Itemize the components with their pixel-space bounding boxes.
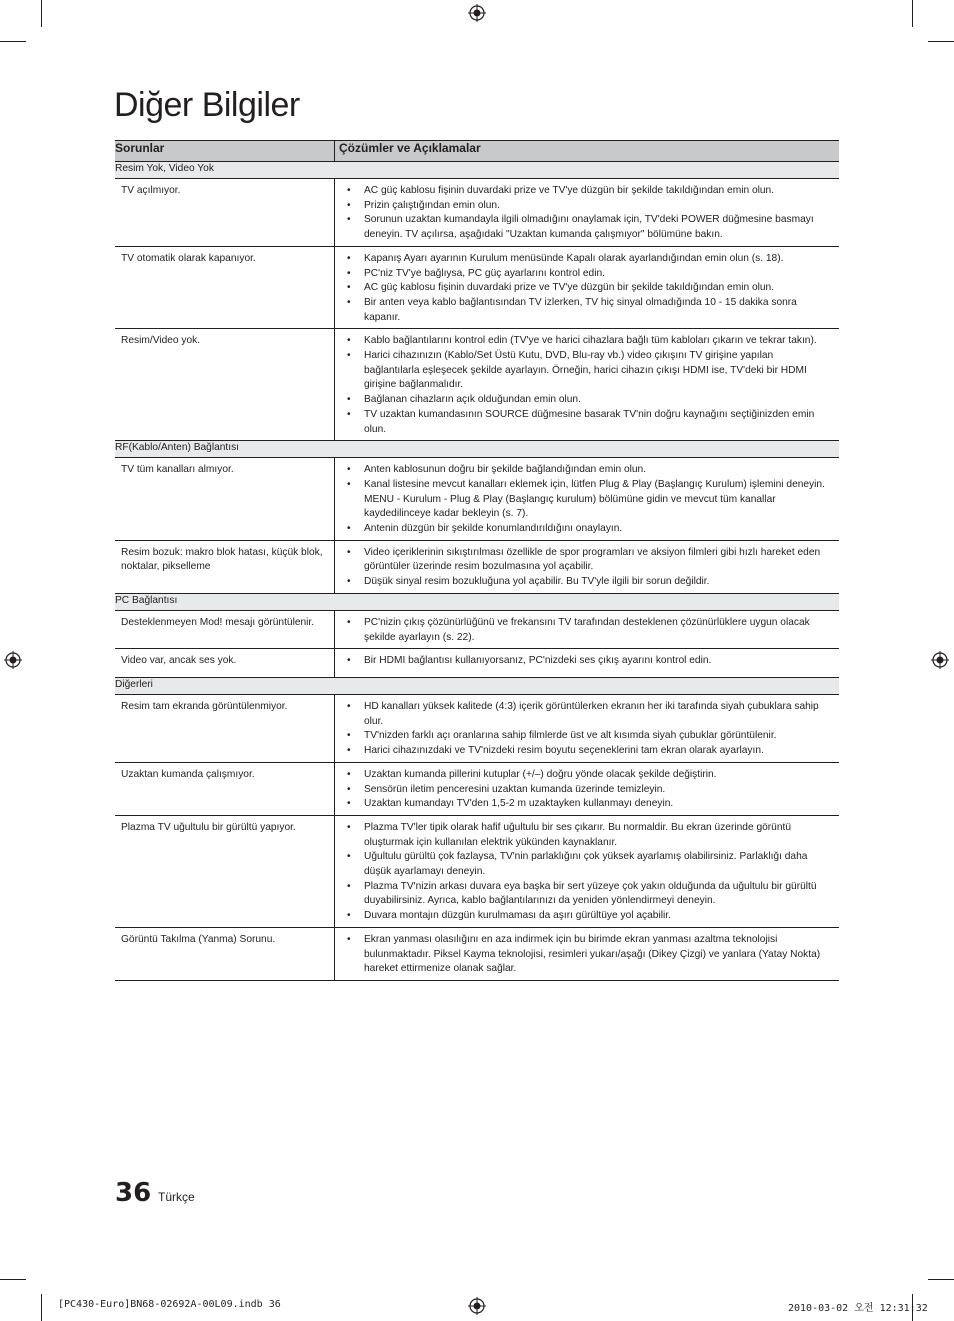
section-row bbox=[115, 593, 839, 610]
solution-list bbox=[347, 546, 831, 590]
section-row bbox=[115, 677, 839, 694]
table-row bbox=[115, 815, 839, 927]
solution-item bbox=[347, 654, 831, 669]
solution-list bbox=[347, 616, 831, 645]
solution-item bbox=[347, 783, 831, 798]
solution-cell bbox=[335, 246, 840, 329]
bullet-icon: • bbox=[347, 655, 351, 667]
solution-text: PC'nizin çıkış çözünürlüğünü ve frekansını TV tarafından desteklenen çözünürlüklere uygun olacak şekilde ayarlayın (s. 22). bbox=[364, 616, 810, 643]
solution-text: Uzaktan kumanda pillerini kutuplar (+/–) doğru yönde olacak şekilde değiştirin. bbox=[364, 768, 717, 780]
solution-text: TV uzaktan kumandasının SOURCE düğmesine basarak TV'nin doğru kaynağını seçtiğinizden emin olun. bbox=[364, 408, 815, 435]
solution-item bbox=[347, 296, 831, 325]
solution-text: Ekran yanması olasılığını en aza indirmek için bu birimde ekran yanması azaltma teknolojisi bulunmaktadır. Piksel Kayma teknolojisi, resimleri yukarı/aşağı (Dikey Çizgi) ve yanlara (Yatay Nokta) hareket ettirmenize olanak sağlar. bbox=[364, 933, 821, 975]
solution-item bbox=[347, 281, 831, 296]
solution-list bbox=[347, 654, 831, 669]
problem-cell: Uzaktan kumanda çalışmıyor. bbox=[115, 762, 335, 815]
crop-mark bbox=[0, 41, 26, 42]
section-row bbox=[115, 441, 839, 458]
bullet-icon: • bbox=[347, 851, 351, 863]
solution-list bbox=[347, 933, 831, 977]
section-title: PC Bağlantısı bbox=[115, 593, 839, 610]
solution-cell bbox=[335, 694, 840, 762]
section-title: RF(Kablo/Anten) Bağlantısı bbox=[115, 441, 839, 458]
solution-text: Harici cihazınızdaki ve TV'nizdeki resim boyutu seçeneklerini tam ekran olarak ayarlayın. bbox=[364, 745, 764, 757]
crop-mark bbox=[0, 1279, 26, 1280]
solution-text: Bir HDMI bağlantısı kullanıyorsanız, PC'nizdeki ses çıkış ayarını kontrol edin. bbox=[364, 655, 712, 667]
solution-item bbox=[347, 797, 831, 812]
solution-item bbox=[347, 334, 831, 349]
bullet-icon: • bbox=[347, 880, 351, 892]
bullet-icon: • bbox=[347, 464, 351, 476]
solution-cell bbox=[335, 610, 840, 648]
problem-cell: TV tüm kanalları almıyor. bbox=[115, 458, 335, 541]
solution-list bbox=[347, 184, 831, 243]
solution-text: Düşük sinyal resim bozukluğuna yol açabilir. Bu TV'yle ilgili bir sorun değildir. bbox=[364, 576, 710, 588]
registration-mark-icon bbox=[931, 651, 949, 669]
bullet-icon: • bbox=[347, 821, 351, 833]
solution-text: Antenin düzgün bir şekilde konumlandırıldığını onaylayın. bbox=[364, 523, 623, 535]
print-slug-file: [PC430-Euro]BN68-02692A-00L09.indb 36 bbox=[58, 1299, 281, 1310]
table-row bbox=[115, 927, 839, 980]
bullet-icon: • bbox=[347, 185, 351, 196]
solution-text: AC güç kablosu fişinin duvardaki prize ve TV'ye düzgün bir şekilde takıldığından emin olun. bbox=[364, 185, 775, 196]
problem-cell: TV açılmıyor. bbox=[115, 179, 335, 247]
table-body bbox=[115, 162, 839, 981]
solution-cell bbox=[335, 649, 840, 678]
solution-item bbox=[347, 349, 831, 393]
bullet-icon: • bbox=[347, 408, 351, 420]
bullet-icon: • bbox=[347, 700, 351, 712]
solution-text: Plazma TV'nizin arkası duvara eya başka bir sert yüzeye çok yakın olduğunda da uğultulu bir gürültü duyabilirsiniz. Ayrıca, kablo bağlantılarınızı da yeniden yönlendirmeyi deneyin. bbox=[364, 880, 817, 907]
solution-text: Video içeriklerinin sıkıştırılması özellikle de spor programları ve aksiyon filmleri gibi hızlı hareket eden görüntüler üzerinde resim bozulmasına yol açabilir. bbox=[364, 546, 821, 573]
solution-item bbox=[347, 729, 831, 744]
solution-item bbox=[347, 821, 831, 850]
bullet-icon: • bbox=[347, 616, 351, 628]
bullet-icon: • bbox=[347, 350, 351, 362]
solution-cell bbox=[335, 179, 840, 247]
bullet-icon: • bbox=[347, 768, 351, 780]
bullet-icon: • bbox=[347, 910, 351, 922]
solution-text: TV'nizden farklı açı oranlarına sahip filmlerde üst ve alt kısımda siyah çubuklar görüntülenir. bbox=[364, 730, 777, 742]
solution-item bbox=[347, 616, 831, 645]
solution-item bbox=[347, 267, 831, 282]
solution-text: Uğultulu gürültü çok fazlaysa, TV'nin parlaklığını çok yüksek ayarlamış olabilirsiniz. Parlaklığı daha düşük ayarlamayı deneyin. bbox=[364, 851, 808, 878]
solution-item bbox=[347, 213, 831, 242]
crop-mark bbox=[928, 41, 954, 42]
table-row bbox=[115, 694, 839, 762]
page-number: 36 bbox=[115, 1178, 152, 1208]
troubleshooting-table bbox=[115, 140, 839, 981]
solution-text: Sensörün iletim penceresini uzaktan kumanda üzerinde temizleyin. bbox=[364, 783, 666, 795]
crop-mark bbox=[41, 0, 42, 27]
bullet-icon: • bbox=[347, 783, 351, 795]
solution-item bbox=[347, 768, 831, 783]
solution-cell bbox=[335, 458, 840, 541]
solution-item bbox=[347, 463, 831, 478]
column-header-problems: Sorunlar bbox=[115, 141, 335, 162]
solution-item bbox=[347, 546, 831, 575]
solution-list bbox=[347, 700, 831, 759]
crop-mark bbox=[41, 1294, 42, 1321]
bullet-icon: • bbox=[347, 730, 351, 742]
problem-cell: Resim tam ekranda görüntülenmiyor. bbox=[115, 694, 335, 762]
bullet-icon: • bbox=[347, 745, 351, 757]
solution-text: Prizin çalıştığından emin olun. bbox=[364, 199, 500, 211]
solution-text: Sorunun uzaktan kumandayla ilgili olmadığını onaylamak için, TV'deki POWER düğmesine basmayı deneyin. TV açılırsa, aşağıdaki "Uzaktan kumanda çalışmıyor" bölümüne bakın. bbox=[364, 214, 814, 241]
table-row bbox=[115, 649, 839, 678]
solution-text: Uzaktan kumandayı TV'den 1,5-2 m uzaktayken kullanmayı deneyin. bbox=[364, 798, 674, 810]
bullet-icon: • bbox=[347, 214, 351, 226]
problem-cell: Plazma TV uğultulu bir gürültü yapıyor. bbox=[115, 815, 335, 927]
solution-list bbox=[347, 768, 831, 812]
bullet-icon: • bbox=[347, 267, 351, 279]
page-language: Türkçe bbox=[158, 1190, 195, 1204]
solution-item bbox=[347, 700, 831, 729]
section-row bbox=[115, 162, 839, 179]
table-row bbox=[115, 179, 839, 247]
crop-mark bbox=[928, 1279, 954, 1280]
bullet-icon: • bbox=[347, 296, 351, 308]
solution-list bbox=[347, 334, 831, 437]
solution-text: Anten kablosunun doğru bir şekilde bağlandığından emin olun. bbox=[364, 464, 647, 476]
solution-item bbox=[347, 850, 831, 879]
solution-text: AC güç kablosu fişinin duvardaki prize ve TV'ye düzgün bir şekilde takıldığından emin olun. bbox=[364, 282, 775, 294]
table-row bbox=[115, 246, 839, 329]
solution-item bbox=[347, 252, 831, 267]
solution-text: PC'niz TV'ye bağlıysa, PC güç ayarlarını kontrol edin. bbox=[364, 267, 605, 279]
bullet-icon: • bbox=[347, 335, 351, 347]
solution-item bbox=[347, 478, 831, 522]
solution-item bbox=[347, 199, 831, 214]
solution-item bbox=[347, 393, 831, 408]
problem-cell: Desteklenmeyen Mod! mesajı görüntülenir. bbox=[115, 610, 335, 648]
solution-list bbox=[347, 463, 831, 537]
solution-list bbox=[347, 821, 831, 924]
solution-item bbox=[347, 744, 831, 759]
problem-cell: Resim bozuk: makro blok hatası, küçük blok, noktalar, pikselleme bbox=[115, 540, 335, 593]
solution-text: Plazma TV'ler tipik olarak hafif uğultulu bir ses çıkarır. Bu normaldir. Bu ekran üzerinde görüntü oluşturmak için kullanılan elektrik yükünden kaynaklanır. bbox=[364, 821, 792, 848]
solution-item bbox=[347, 522, 831, 537]
problem-cell: Video var, ancak ses yok. bbox=[115, 649, 335, 678]
solution-item bbox=[347, 184, 831, 199]
solution-cell bbox=[335, 762, 840, 815]
solution-item bbox=[347, 880, 831, 909]
solution-cell bbox=[335, 540, 840, 593]
solution-text: Duvara montajın düzgün kurulmaması da aşırı gürültüye yol açabilir. bbox=[364, 910, 671, 922]
table-header-row bbox=[115, 141, 839, 162]
bullet-icon: • bbox=[347, 576, 351, 588]
problem-cell: Görüntü Takılma (Yanma) Sorunu. bbox=[115, 927, 335, 980]
bullet-icon: • bbox=[347, 394, 351, 406]
solution-text: Harici cihazınızın (Kablo/Set Üstü Kutu, DVD, Blu-ray vb.) video çıkışını TV girişine yapılan bağlantılarla eşleşecek şekilde ayarlayın. Örneğin, harici cihazın çıkışı HDMI ise, TV'deki bir HDMI girişine bağlanmalıdır. bbox=[364, 350, 807, 391]
bullet-icon: • bbox=[347, 199, 351, 211]
bullet-icon: • bbox=[347, 282, 351, 294]
solution-text: HD kanalları yüksek kalitede (4:3) içerik görüntülerken ekranın her iki tarafında siyah çubuklara sahip olur. bbox=[364, 700, 819, 727]
solution-text: Bağlanan cihazların açık olduğundan emin olun. bbox=[364, 394, 581, 406]
solution-cell bbox=[335, 329, 840, 441]
column-header-solutions: Çözümler ve Açıklamalar bbox=[335, 141, 840, 162]
bullet-icon: • bbox=[347, 798, 351, 810]
solution-text: Kanal listesine mevcut kanalları eklemek için, lütfen Plug & Play (Başlangıç Kurulum) işlemini deneyin. MENU - Kurulum - Plug & Play (Başlangıç kurulum) bölümüne gidin ve mevcut tüm kanallar kaydedilinceye kadar bekleyin (s. 7). bbox=[364, 478, 825, 520]
registration-mark-icon bbox=[468, 1297, 486, 1315]
section-title: Resim Yok, Video Yok bbox=[115, 162, 839, 179]
problem-cell: TV otomatik olarak kapanıyor. bbox=[115, 246, 335, 329]
bullet-icon: • bbox=[347, 933, 351, 945]
bullet-icon: • bbox=[347, 546, 351, 558]
solution-text: Kablo bağlantılarını kontrol edin (TV'ye ve harici cihazlara bağlı tüm kabloları çıkarın ve tekrar takın). bbox=[364, 335, 817, 347]
solution-cell bbox=[335, 927, 840, 980]
table-row bbox=[115, 540, 839, 593]
bullet-icon: • bbox=[347, 478, 351, 490]
table-row bbox=[115, 458, 839, 541]
bullet-icon: • bbox=[347, 252, 351, 264]
bullet-icon: • bbox=[347, 523, 351, 535]
solution-item bbox=[347, 909, 831, 924]
solution-cell bbox=[335, 815, 840, 927]
solution-text: Bir anten veya kablo bağlantısından TV izlerken, TV hiç sinyal olmadığında 10 - 15 dakika sonra kapanır. bbox=[364, 296, 797, 323]
page-title: Diğer Bilgiler bbox=[114, 86, 300, 124]
table-row bbox=[115, 762, 839, 815]
table-row bbox=[115, 329, 839, 441]
table-row bbox=[115, 610, 839, 648]
solution-list bbox=[347, 252, 831, 326]
solution-text: Kapanış Ayarı ayarının Kurulum menüsünde Kapalı olarak ayarlandığından emin olun (s. 18). bbox=[364, 252, 784, 264]
print-slug-date: 2010-03-02 오전 12:31:32 bbox=[788, 1303, 928, 1314]
section-title: Diğerleri bbox=[115, 677, 839, 694]
solution-item bbox=[347, 408, 831, 437]
problem-cell: Resim/Video yok. bbox=[115, 329, 335, 441]
solution-item bbox=[347, 575, 831, 590]
registration-mark-icon bbox=[4, 651, 22, 669]
crop-mark bbox=[912, 0, 913, 27]
registration-mark-icon bbox=[468, 4, 486, 22]
solution-item bbox=[347, 933, 831, 977]
